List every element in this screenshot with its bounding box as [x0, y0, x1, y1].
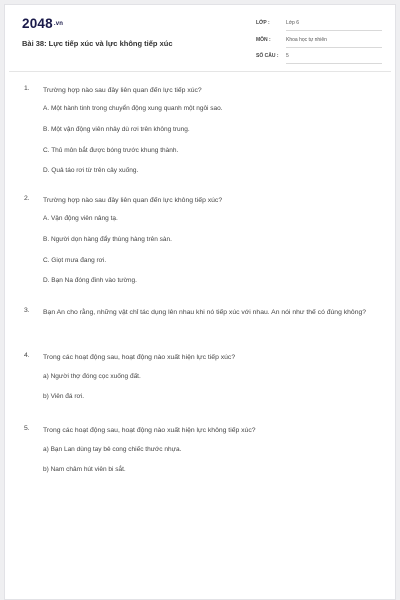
question-text: Trong các hoạt động sau, hoạt động nào xuất hiện lực tiếp xúc?	[43, 354, 236, 361]
question-number: 3.	[24, 307, 30, 314]
option-a: A. Vận động viên nâng tạ.	[43, 215, 118, 222]
option-a: a) Bạn Lan dùng tay bẻ cong chiếc thước nhựa.	[43, 446, 182, 453]
header-divider	[9, 71, 391, 72]
meta-subject-value: Khoa học tự nhiên	[286, 37, 327, 43]
question-number: 2.	[24, 195, 30, 202]
brand-suffix: .vn	[53, 21, 64, 28]
meta-class-row	[256, 17, 382, 31]
brand-name: 2048	[22, 16, 53, 31]
meta-count-row	[256, 50, 382, 64]
question-text: Trong các hoạt động sau, hoạt động nào xuất hiện lực không tiếp xúc?	[43, 427, 256, 434]
brand-logo[interactable]	[22, 16, 63, 31]
option-d: D. Quả táo rơi từ trên cây xuống.	[43, 167, 139, 174]
question-text: Trường hợp nào sau đây liên quan đến lực không tiếp xúc?	[43, 197, 223, 204]
option-b: b) Viên đá rơi.	[43, 393, 84, 400]
question-number: 4.	[24, 352, 30, 359]
worksheet-header	[5, 5, 395, 71]
question-text: Trường hợp nào sau đây liên quan đến lực tiếp xúc?	[43, 87, 202, 94]
option-c: C. Giọt mưa đang rơi.	[43, 257, 107, 264]
question-number: 1.	[24, 85, 30, 92]
option-c: C. Thủ môn bắt được bóng trước khung thành.	[43, 147, 179, 154]
worksheet-page	[4, 4, 396, 600]
option-a: A. Một hành tinh trong chuyển động xung quanh một ngôi sao.	[43, 105, 223, 112]
meta-count-label: SỐ CÂU :	[256, 53, 279, 59]
option-b: B. Một vận động viên nhảy dù rơi trên không trung.	[43, 126, 190, 133]
meta-class-label: LỚP :	[256, 20, 270, 26]
lesson-title: Bài 38: Lực tiếp xúc và lực không tiếp xúc	[22, 39, 173, 48]
option-a: a) Người thợ đóng cọc xuống đất.	[43, 373, 141, 380]
meta-class-value: Lớp 6	[286, 20, 300, 26]
meta-subject-row	[256, 34, 382, 48]
option-b: b) Nam châm hút viên bi sắt.	[43, 466, 126, 473]
option-b: B. Người dọn hàng đẩy thùng hàng trên sàn.	[43, 236, 172, 243]
question-number: 5.	[24, 425, 30, 432]
meta-subject-label: MÔN :	[256, 37, 271, 43]
question-text: Bạn An cho rằng, những vật chỉ tác dụng lên nhau khi nó tiếp xúc với nhau. An nói như thế có đúng không?	[43, 309, 367, 316]
meta-count-line	[286, 63, 382, 64]
meta-count-value: 5	[286, 53, 289, 59]
meta-subject-line	[286, 47, 382, 48]
option-d: D. Bạn Na đóng đinh vào tường.	[43, 277, 137, 284]
meta-class-line	[286, 30, 382, 31]
